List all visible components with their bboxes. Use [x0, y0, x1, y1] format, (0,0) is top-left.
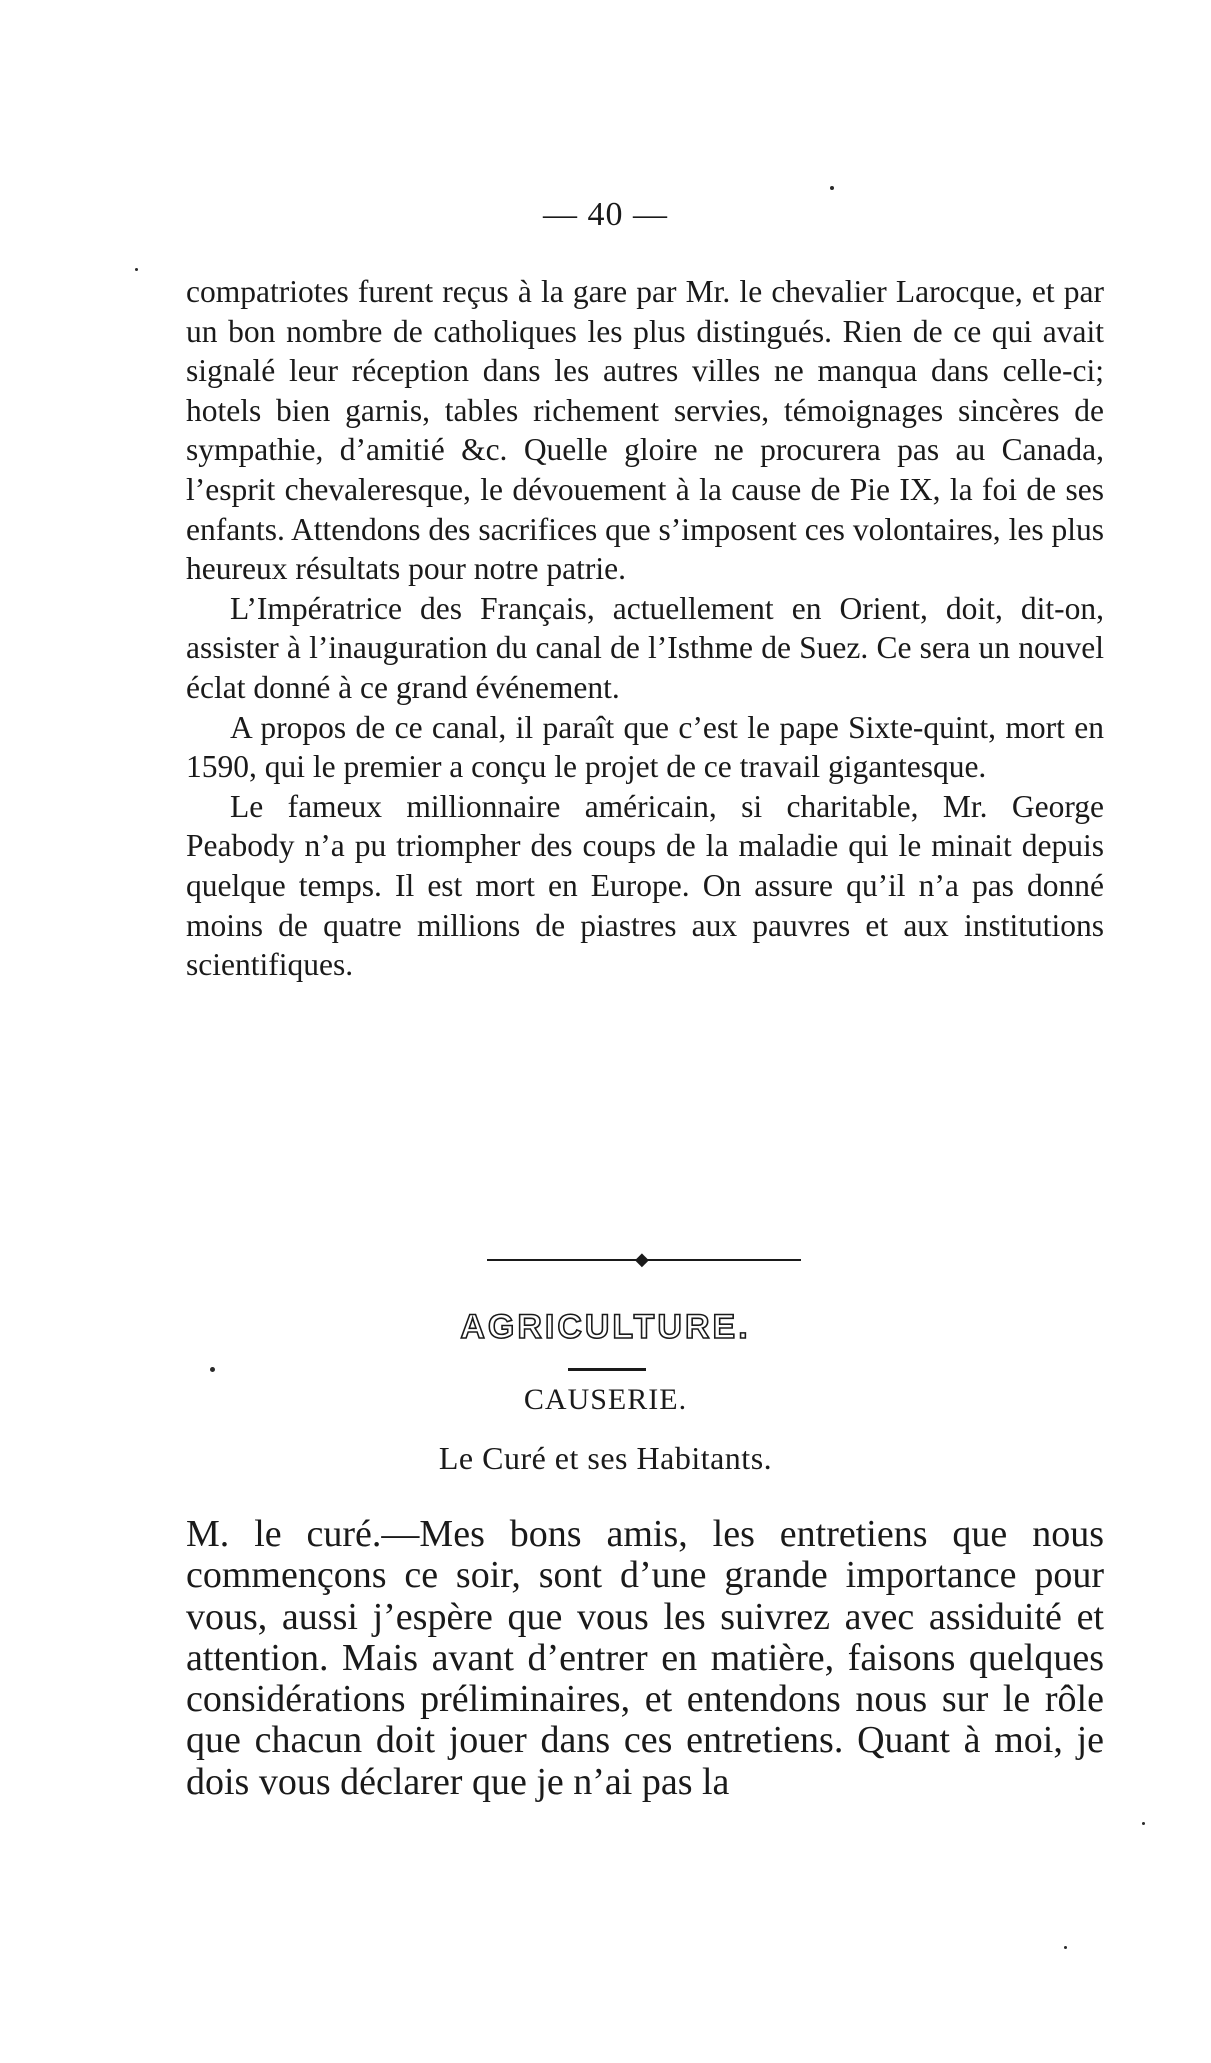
dialogue-paragraph: M. le curé.—Mes bons amis, les entretiens que nous commençons ce soir, sont d’une grande importance pour vous, aussi j’espère que vous les suivrez avec assiduité et attention. Mais avant d’entrer en matière, faisons quelques considérations préliminaires, et entendons nous sur le rôle que chacun doit jouer dans ces entretiens. Quant à moi, je dois vous déclarer que je n’ai pas la [186, 1513, 1104, 1803]
news-section [186, 272, 1104, 985]
page-number: — 40 — [543, 196, 668, 233]
print-speck [1142, 1822, 1145, 1825]
print-speck [830, 186, 834, 190]
news-paragraph: compatriotes furent reçus à la gare par Mr. le chevalier Larocque, et par un bon nombre de catholiques les plus distingués. Rien de ce qui avait signalé leur réception dans les autres villes ne manqua dans celle-ci; hotels bien garnis, tables richement servies, témoignages sincères de sympathie, d’amitié &c. Quelle gloire ne procurera pas au Canada, l’esprit chevaleresque, le dévouement à la cause de Pie IX, la foi de ses enfants. Attendons des sacrifices que s’imposent ces volontaires, les plus heureux résultats pour notre patrie. [186, 274, 1104, 587]
dialogue-section [186, 1514, 1104, 1803]
section-subheading: CAUSERIE. [523, 1383, 688, 1416]
news-paragraph: Le fameux millionnaire américain, si charitable, Mr. George Peabody n’a pu triompher des coups de la maladie qui le minait depuis quelque temps. Il est mort en Europe. On assure qu’il n’a pas donné moins de quatre millions de piastres aux pauvres et aux institutions scientifiques. [186, 788, 1104, 983]
print-speck [210, 1367, 215, 1372]
news-paragraph: L’Impératrice des Français, actuellement en Orient, doit, dit-on, assister à l’inauguration du canal de l’Isthme de Suez. Ce sera un nouvel éclat donné à ce grand événement. [186, 590, 1104, 705]
print-speck [135, 268, 138, 271]
news-paragraph: A propos de ce canal, il paraît que c’est le pape Sixte-quint, mort en 1590, qui le premier a conçu le projet de ce travail gigantesque. [186, 709, 1104, 785]
section-subtitle: Le Curé et ses Habitants. [438, 1440, 773, 1476]
divider-ornament-icon: ◆ [635, 1249, 649, 1269]
print-speck [1064, 1946, 1067, 1949]
title-rule [568, 1368, 646, 1371]
section-title: AGRICULTURE. [460, 1308, 751, 1346]
